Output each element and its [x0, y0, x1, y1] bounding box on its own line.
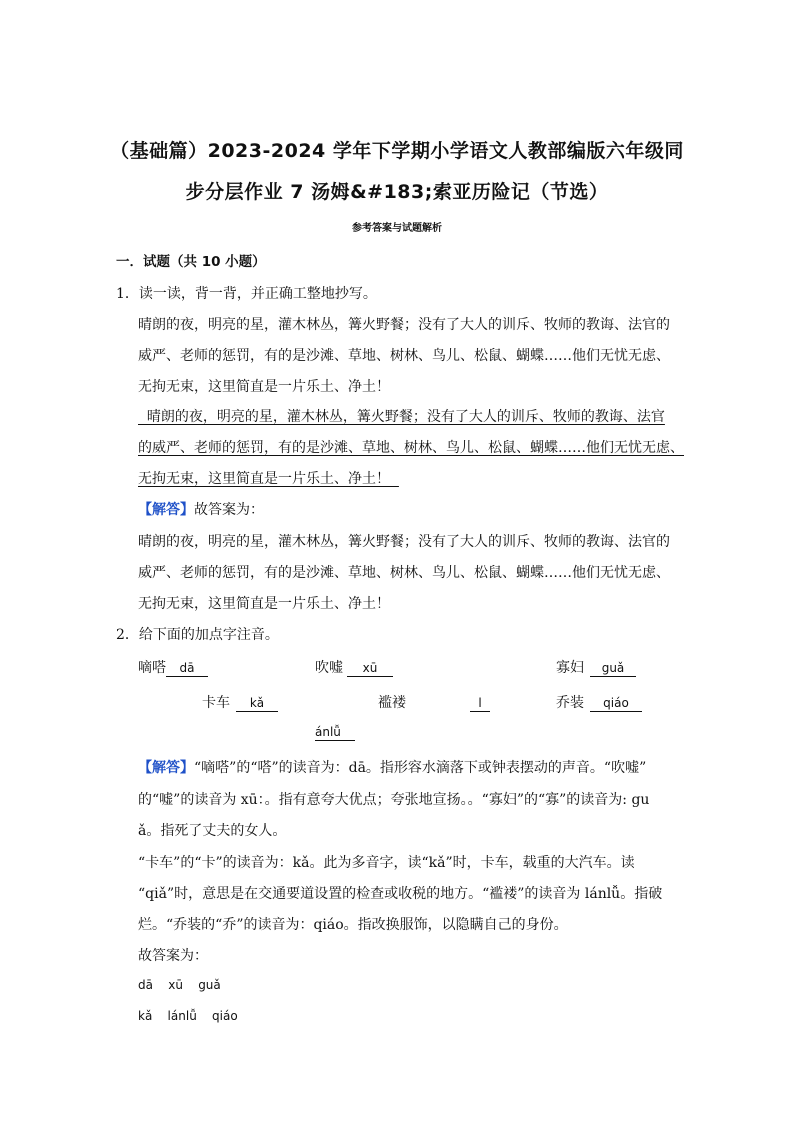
q2-blank: kǎ [236, 695, 278, 712]
q2-word: 寡妇 [556, 660, 584, 676]
q2-explain-line: 烂。“乔装的“乔”的读音为：qiáo。指改换服饰，以隐瞒自己的身份。 [138, 917, 568, 933]
q1-prompt: 1．读一读，背一背，并正确工整地抄写。 [116, 286, 377, 302]
q2-prompt: 2．给下面的加点字注音。 [116, 627, 279, 643]
q2-explain-line: “qiǎ”时，意思是在交通要道设置的检查或收税的地方。“褴褛”的读音为 lánlǚ。指破 [138, 886, 663, 902]
q2-explain-line [138, 757, 646, 777]
q2-answer-row: dā xū guǎ [138, 978, 221, 992]
q1-answer-line: 无拘无束，这里简直是一片乐土、净土！ [138, 596, 390, 612]
q2-blank: qiáo [590, 695, 642, 712]
document-title-line2: 步分层作业 7 汤姆&#183;索亚历险记（节选） [185, 181, 609, 203]
q2-blank: dā [166, 660, 208, 677]
document-title-line1: （基础篇）2023-2024 学年下学期小学语文人教部编版六年级同 [110, 140, 684, 162]
q2-word: 嘀嗒 [138, 660, 166, 676]
q2-answer-row: kǎ lánlǚ qiáo [138, 1009, 238, 1023]
q2-explain-line: ǎ。指死了丈夫的女人。 [138, 823, 287, 839]
q2-item [138, 657, 208, 677]
q2-item [202, 692, 278, 712]
answer-tag: 【解答】 [138, 502, 194, 518]
q1-copy-line: 的威严、老师的惩罚，有的是沙滩、草地、树林、鸟儿、松鼠、蝴蝶……他们无忧无虑、 [138, 440, 684, 456]
q2-blank: ánlǚ [315, 724, 355, 741]
q1-copy-line: 晴朗的夜，明亮的星，灌木林丛，篝火野餐；没有了大人的训斥、牧师的教诲、法官 [138, 409, 665, 425]
q2-word: 吹嘘 [315, 660, 343, 676]
q2-item [556, 657, 636, 677]
q2-word: 褴褛 [378, 695, 406, 711]
q2-blank: guǎ [590, 660, 636, 677]
answer-intro: 故答案为： [194, 502, 264, 518]
q1-text-line: 无拘无束，这里简直是一片乐土、净土！ [138, 379, 390, 395]
q2-item [315, 724, 355, 741]
q1-text-line: 威严、老师的惩罚，有的是沙滩、草地、树林、鸟儿、松鼠、蝴蝶……他们无忧无虑、 [138, 348, 670, 364]
answer-tag: 【解答】 [138, 760, 194, 776]
q1-text-line: 晴朗的夜，明亮的星，灌木林丛，篝火野餐；没有了大人的训斥、牧师的教诲、法官的 [138, 317, 670, 333]
q1-answer-line: 晴朗的夜，明亮的星，灌木林丛，篝火野餐；没有了大人的训斥、牧师的教诲、法官的 [138, 534, 670, 550]
q2-answer-intro: 故答案为： [138, 948, 208, 964]
section-heading: 一．试题（共 10 小题） [116, 254, 266, 270]
q2-word: 卡车 [202, 695, 230, 711]
q2-item [315, 657, 393, 677]
q1-copy-line: 无拘无束，这里简直是一片乐土、净土！ [138, 471, 399, 487]
q2-item [378, 692, 490, 712]
q2-blank: l [470, 695, 490, 712]
q2-item [556, 692, 642, 712]
document-subtitle: 参考答案与试题解析 [352, 223, 442, 234]
q1-answer-heading [138, 499, 264, 519]
q2-word: 乔装 [556, 695, 584, 711]
q2-explain-line: “卡车”的“卡”的读音为：kǎ。此为多音字，读“kǎ”时，卡车，载重的大汽车。读 [138, 855, 635, 871]
q2-explain-text: “嘀嗒”的“嗒”的读音为：dā。指形容水滴落下或钟表摆动的声音。“吹嘘” [194, 760, 647, 776]
q2-explain-line: 的“嘘”的读音为 xū：。指有意夸大优点；夸张地宣扬。。“寡妇”的“寡”的读音为: gu [138, 792, 650, 808]
q2-blank: xū [347, 660, 393, 677]
q1-answer-line: 威严、老师的惩罚，有的是沙滩、草地、树林、鸟儿、松鼠、蝴蝶……他们无忧无虑、 [138, 565, 670, 581]
